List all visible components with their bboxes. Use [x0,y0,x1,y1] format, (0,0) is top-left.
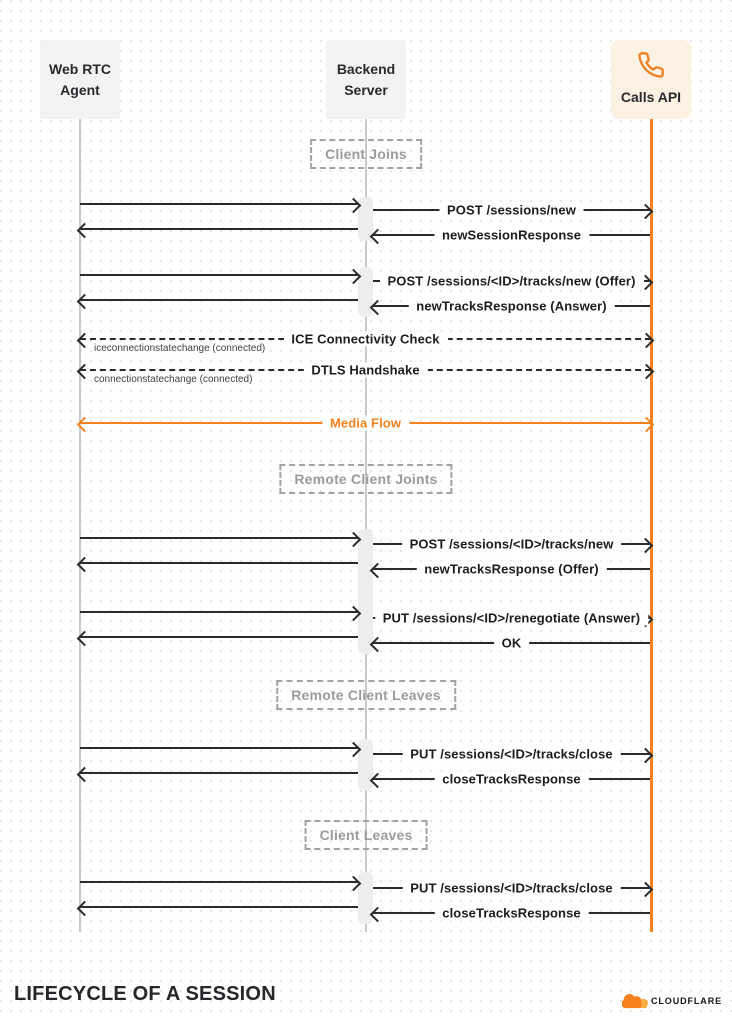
arrow-backend-to-agent [80,562,358,564]
phase-remote-client-joints: Remote Client Joints [279,464,452,494]
message-label: newTracksResponse (Offer) [416,562,606,577]
message-label: DTLS Handshake [303,363,427,378]
phase-remote-client-leaves: Remote Client Leaves [276,680,456,710]
arrow-backend-to-agent [80,228,358,230]
message-label: closeTracksResponse [434,906,588,921]
arrow-agent-to-backend [80,274,358,276]
actor-label: Backend Server [336,61,396,98]
diagram-title: LIFECYCLE OF A SESSION [14,983,276,1005]
message-label: POST /sessions/<ID>/tracks/new [402,537,622,552]
arrow-agent-to-backend [80,611,358,613]
cloudflare-cloud-icon [622,992,648,1009]
arrow-backend-to-agent [80,906,358,908]
actor-calls-api [611,40,691,119]
cloudflare-logo [622,992,722,1009]
ice-state-note: iceconnectionstatechange (connected) [94,343,266,354]
lifeline-calls-api [650,118,653,932]
arrow-agent-to-backend [80,747,358,749]
brand-wordmark: CLOUDFLARE [651,995,722,1006]
arrow-backend-to-agent [80,299,358,301]
arrow-close-tracks-response [373,771,650,787]
message-label: PUT /sessions/<ID>/tracks/close [402,747,621,762]
message-label: newSessionResponse [434,228,589,243]
arrow-agent-to-backend [80,537,358,539]
arrow-post-tracks-new [373,536,650,552]
arrow-media-flow [80,415,651,431]
phase-client-joins: Client Joins [310,139,422,169]
arrow-dtls-handshake [80,362,651,378]
arrow-agent-to-backend [80,203,358,205]
message-label: Media Flow [322,416,409,431]
activation-bar [358,529,373,654]
actor-backend-server [326,40,406,119]
arrow-new-tracks-response-answer [373,298,650,314]
message-label: ICE Connectivity Check [283,332,447,347]
phone-icon [637,51,665,79]
arrow-backend-to-agent [80,636,358,638]
message-label: PUT /sessions/<ID>/tracks/close [402,881,621,896]
arrow-close-tracks-response [373,905,650,921]
connection-state-note: connectionstatechange (connected) [94,374,253,385]
arrow-put-tracks-close [373,880,650,896]
message-label: newTracksResponse (Answer) [408,299,614,314]
message-label: closeTracksResponse [434,772,588,787]
arrow-new-session-response [373,227,650,243]
arrow-post-tracks-new-offer [373,273,650,289]
phase-client-leaves: Client Leaves [305,820,428,850]
arrow-put-renegotiate-answer [373,610,650,626]
arrow-ok-response [373,635,650,651]
actor-webrtc-agent [40,40,120,119]
actor-label: Calls API [620,89,682,106]
message-label: PUT /sessions/<ID>/renegotiate (Answer) [375,611,648,626]
message-label: POST /sessions/new [439,203,584,218]
actor-label: Web RTC Agent [49,61,111,98]
arrow-backend-to-agent [80,772,358,774]
arrow-agent-to-backend [80,881,358,883]
arrow-ice-connectivity-check [80,331,651,347]
arrow-post-sessions-new [373,202,650,218]
message-label: POST /sessions/<ID>/tracks/new (Offer) [379,274,643,289]
message-label: OK [494,636,530,651]
arrow-new-tracks-response-offer [373,561,650,577]
arrow-put-tracks-close [373,746,650,762]
lifeline-webrtc-agent [79,118,81,932]
